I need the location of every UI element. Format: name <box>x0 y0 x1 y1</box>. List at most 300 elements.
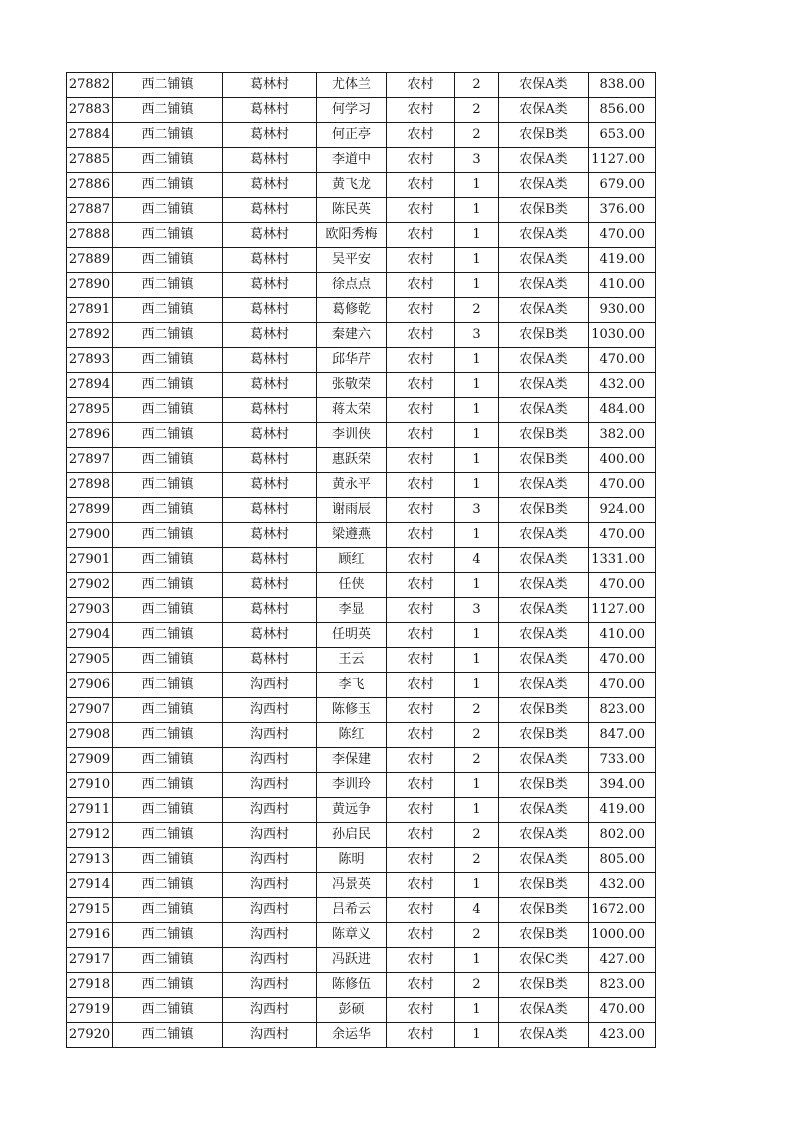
cell-name: 梁遵燕 <box>317 523 387 548</box>
cell-person-count: 1 <box>455 798 499 823</box>
cell-id: 27883 <box>67 98 113 123</box>
cell-town: 西二铺镇 <box>113 473 223 498</box>
cell-name: 任侠 <box>317 573 387 598</box>
cell-category: 农保A类 <box>499 623 589 648</box>
cell-household-type: 农村 <box>387 398 455 423</box>
cell-person-count: 1 <box>455 373 499 398</box>
cell-town: 西二铺镇 <box>113 323 223 348</box>
cell-village: 葛林村 <box>223 448 317 473</box>
cell-amount: 400.00 <box>589 448 656 473</box>
cell-household-type: 农村 <box>387 673 455 698</box>
table-row <box>67 523 656 548</box>
table-row <box>67 498 656 523</box>
cell-category: 农保B类 <box>499 323 589 348</box>
cell-household-type: 农村 <box>387 973 455 998</box>
cell-amount: 470.00 <box>589 673 656 698</box>
cell-household-type: 农村 <box>387 873 455 898</box>
cell-town: 西二铺镇 <box>113 798 223 823</box>
table-row <box>67 723 656 748</box>
cell-village: 葛林村 <box>223 323 317 348</box>
cell-household-type: 农村 <box>387 598 455 623</box>
cell-id: 27912 <box>67 823 113 848</box>
cell-category: 农保A类 <box>499 598 589 623</box>
cell-category: 农保B类 <box>499 498 589 523</box>
cell-town: 西二铺镇 <box>113 923 223 948</box>
table-row <box>67 123 656 148</box>
table-row <box>67 648 656 673</box>
cell-person-count: 1 <box>455 223 499 248</box>
cell-town: 西二铺镇 <box>113 273 223 298</box>
cell-id: 27918 <box>67 973 113 998</box>
table-row <box>67 1023 656 1048</box>
table-row <box>67 598 656 623</box>
table-row <box>67 248 656 273</box>
table-row <box>67 923 656 948</box>
cell-village: 葛林村 <box>223 298 317 323</box>
cell-name: 孙启民 <box>317 823 387 848</box>
cell-amount: 1030.00 <box>589 323 656 348</box>
cell-village: 沟西村 <box>223 823 317 848</box>
cell-id: 27913 <box>67 848 113 873</box>
cell-household-type: 农村 <box>387 498 455 523</box>
cell-id: 27890 <box>67 273 113 298</box>
cell-household-type: 农村 <box>387 1023 455 1048</box>
cell-name: 何学习 <box>317 98 387 123</box>
cell-amount: 470.00 <box>589 523 656 548</box>
cell-town: 西二铺镇 <box>113 198 223 223</box>
cell-id: 27885 <box>67 148 113 173</box>
cell-person-count: 2 <box>455 848 499 873</box>
cell-village: 葛林村 <box>223 223 317 248</box>
cell-category: 农保A类 <box>499 273 589 298</box>
table-row <box>67 873 656 898</box>
cell-amount: 733.00 <box>589 748 656 773</box>
cell-household-type: 农村 <box>387 323 455 348</box>
cell-id: 27915 <box>67 898 113 923</box>
table-row <box>67 298 656 323</box>
cell-id: 27904 <box>67 623 113 648</box>
cell-person-count: 2 <box>455 723 499 748</box>
cell-id: 27916 <box>67 923 113 948</box>
cell-category: 农保B类 <box>499 423 589 448</box>
cell-village: 葛林村 <box>223 73 317 98</box>
cell-village: 沟西村 <box>223 898 317 923</box>
cell-name: 余运华 <box>317 1023 387 1048</box>
cell-category: 农保A类 <box>499 748 589 773</box>
cell-amount: 805.00 <box>589 848 656 873</box>
table-row <box>67 773 656 798</box>
cell-town: 西二铺镇 <box>113 723 223 748</box>
cell-town: 西二铺镇 <box>113 998 223 1023</box>
cell-id: 27893 <box>67 348 113 373</box>
cell-village: 葛林村 <box>223 473 317 498</box>
cell-amount: 419.00 <box>589 798 656 823</box>
cell-amount: 1127.00 <box>589 598 656 623</box>
cell-id: 27917 <box>67 948 113 973</box>
table-body <box>67 73 656 1048</box>
cell-household-type: 农村 <box>387 898 455 923</box>
cell-town: 西二铺镇 <box>113 848 223 873</box>
cell-id: 27882 <box>67 73 113 98</box>
cell-name: 李道中 <box>317 148 387 173</box>
cell-name: 陈修玉 <box>317 698 387 723</box>
cell-name: 李训侠 <box>317 423 387 448</box>
cell-name: 陈民英 <box>317 198 387 223</box>
cell-amount: 1672.00 <box>589 898 656 923</box>
cell-id: 27884 <box>67 123 113 148</box>
table-row <box>67 273 656 298</box>
cell-category: 农保A类 <box>499 823 589 848</box>
cell-town: 西二铺镇 <box>113 773 223 798</box>
cell-village: 葛林村 <box>223 623 317 648</box>
cell-id: 27911 <box>67 798 113 823</box>
cell-village: 葛林村 <box>223 398 317 423</box>
cell-village: 葛林村 <box>223 148 317 173</box>
cell-amount: 802.00 <box>589 823 656 848</box>
cell-person-count: 4 <box>455 548 499 573</box>
cell-household-type: 农村 <box>387 698 455 723</box>
cell-id: 27887 <box>67 198 113 223</box>
cell-town: 西二铺镇 <box>113 873 223 898</box>
cell-amount: 823.00 <box>589 973 656 998</box>
cell-person-count: 1 <box>455 573 499 598</box>
cell-village: 葛林村 <box>223 173 317 198</box>
cell-category: 农保B类 <box>499 723 589 748</box>
cell-town: 西二铺镇 <box>113 948 223 973</box>
cell-amount: 423.00 <box>589 1023 656 1048</box>
cell-name: 黄远争 <box>317 798 387 823</box>
table-row <box>67 398 656 423</box>
cell-village: 葛林村 <box>223 198 317 223</box>
cell-village: 葛林村 <box>223 98 317 123</box>
cell-name: 陈章义 <box>317 923 387 948</box>
cell-name: 冯跃进 <box>317 948 387 973</box>
table-row <box>67 673 656 698</box>
cell-category: 农保B类 <box>499 448 589 473</box>
cell-category: 农保A类 <box>499 573 589 598</box>
cell-town: 西二铺镇 <box>113 148 223 173</box>
cell-village: 沟西村 <box>223 998 317 1023</box>
cell-person-count: 1 <box>455 873 499 898</box>
cell-household-type: 农村 <box>387 823 455 848</box>
cell-village: 葛林村 <box>223 498 317 523</box>
cell-name: 蒋太荣 <box>317 398 387 423</box>
cell-town: 西二铺镇 <box>113 298 223 323</box>
cell-village: 沟西村 <box>223 748 317 773</box>
table-row <box>67 548 656 573</box>
cell-name: 李训玲 <box>317 773 387 798</box>
cell-category: 农保A类 <box>499 548 589 573</box>
cell-amount: 427.00 <box>589 948 656 973</box>
cell-id: 27899 <box>67 498 113 523</box>
cell-person-count: 1 <box>455 273 499 298</box>
cell-category: 农保A类 <box>499 248 589 273</box>
cell-category: 农保A类 <box>499 473 589 498</box>
table-row <box>67 373 656 398</box>
cell-id: 27905 <box>67 648 113 673</box>
cell-village: 沟西村 <box>223 698 317 723</box>
cell-household-type: 农村 <box>387 998 455 1023</box>
cell-village: 沟西村 <box>223 873 317 898</box>
cell-name: 陈明 <box>317 848 387 873</box>
cell-village: 葛林村 <box>223 248 317 273</box>
cell-village: 葛林村 <box>223 348 317 373</box>
cell-amount: 484.00 <box>589 398 656 423</box>
cell-person-count: 2 <box>455 973 499 998</box>
cell-household-type: 农村 <box>387 948 455 973</box>
cell-town: 西二铺镇 <box>113 373 223 398</box>
cell-person-count: 1 <box>455 948 499 973</box>
cell-person-count: 1 <box>455 623 499 648</box>
cell-person-count: 2 <box>455 698 499 723</box>
cell-id: 27900 <box>67 523 113 548</box>
cell-household-type: 农村 <box>387 473 455 498</box>
cell-household-type: 农村 <box>387 98 455 123</box>
cell-village: 葛林村 <box>223 573 317 598</box>
cell-id: 27906 <box>67 673 113 698</box>
cell-id: 27919 <box>67 998 113 1023</box>
cell-household-type: 农村 <box>387 73 455 98</box>
cell-id: 27888 <box>67 223 113 248</box>
cell-id: 27909 <box>67 748 113 773</box>
cell-name: 王云 <box>317 648 387 673</box>
cell-amount: 419.00 <box>589 248 656 273</box>
table-row <box>67 698 656 723</box>
cell-person-count: 1 <box>455 423 499 448</box>
cell-category: 农保A类 <box>499 798 589 823</box>
cell-name: 谢雨辰 <box>317 498 387 523</box>
cell-id: 27902 <box>67 573 113 598</box>
cell-id: 27894 <box>67 373 113 398</box>
cell-amount: 1127.00 <box>589 148 656 173</box>
cell-name: 黄永平 <box>317 473 387 498</box>
cell-name: 尤体兰 <box>317 73 387 98</box>
table-row <box>67 848 656 873</box>
cell-person-count: 3 <box>455 323 499 348</box>
cell-name: 惠跃荣 <box>317 448 387 473</box>
cell-household-type: 农村 <box>387 648 455 673</box>
cell-village: 沟西村 <box>223 773 317 798</box>
cell-category: 农保A类 <box>499 998 589 1023</box>
cell-household-type: 农村 <box>387 198 455 223</box>
table-row <box>67 748 656 773</box>
cell-person-count: 2 <box>455 98 499 123</box>
cell-id: 27914 <box>67 873 113 898</box>
cell-village: 沟西村 <box>223 973 317 998</box>
cell-village: 沟西村 <box>223 798 317 823</box>
cell-person-count: 2 <box>455 298 499 323</box>
cell-person-count: 1 <box>455 348 499 373</box>
cell-category: 农保A类 <box>499 223 589 248</box>
cell-village: 沟西村 <box>223 723 317 748</box>
cell-person-count: 2 <box>455 73 499 98</box>
cell-village: 葛林村 <box>223 273 317 298</box>
table-row <box>67 323 656 348</box>
cell-category: 农保A类 <box>499 173 589 198</box>
table-row <box>67 573 656 598</box>
cell-person-count: 1 <box>455 448 499 473</box>
cell-village: 葛林村 <box>223 598 317 623</box>
cell-person-count: 1 <box>455 398 499 423</box>
cell-category: 农保A类 <box>499 523 589 548</box>
cell-category: 农保A类 <box>499 148 589 173</box>
cell-town: 西二铺镇 <box>113 248 223 273</box>
table-row <box>67 198 656 223</box>
cell-id: 27891 <box>67 298 113 323</box>
cell-name: 张敬荣 <box>317 373 387 398</box>
table-row <box>67 823 656 848</box>
cell-village: 沟西村 <box>223 923 317 948</box>
cell-amount: 1331.00 <box>589 548 656 573</box>
cell-name: 黄飞龙 <box>317 173 387 198</box>
cell-town: 西二铺镇 <box>113 173 223 198</box>
cell-name: 吕希云 <box>317 898 387 923</box>
cell-household-type: 农村 <box>387 448 455 473</box>
cell-town: 西二铺镇 <box>113 98 223 123</box>
cell-category: 农保C类 <box>499 948 589 973</box>
cell-household-type: 农村 <box>387 623 455 648</box>
cell-town: 西二铺镇 <box>113 898 223 923</box>
cell-id: 27907 <box>67 698 113 723</box>
cell-id: 27897 <box>67 448 113 473</box>
cell-amount: 376.00 <box>589 198 656 223</box>
cell-id: 27886 <box>67 173 113 198</box>
cell-town: 西二铺镇 <box>113 548 223 573</box>
cell-person-count: 3 <box>455 598 499 623</box>
cell-category: 农保A类 <box>499 848 589 873</box>
cell-town: 西二铺镇 <box>113 398 223 423</box>
cell-person-count: 1 <box>455 998 499 1023</box>
cell-category: 农保B类 <box>499 873 589 898</box>
table-row <box>67 148 656 173</box>
cell-id: 27910 <box>67 773 113 798</box>
table-row <box>67 998 656 1023</box>
cell-amount: 679.00 <box>589 173 656 198</box>
cell-amount: 838.00 <box>589 73 656 98</box>
cell-category: 农保A类 <box>499 398 589 423</box>
cell-amount: 470.00 <box>589 348 656 373</box>
cell-household-type: 农村 <box>387 573 455 598</box>
cell-name: 吴平安 <box>317 248 387 273</box>
table-row <box>67 348 656 373</box>
cell-category: 农保A类 <box>499 373 589 398</box>
cell-household-type: 农村 <box>387 173 455 198</box>
cell-name: 何正亭 <box>317 123 387 148</box>
cell-amount: 470.00 <box>589 648 656 673</box>
cell-household-type: 农村 <box>387 748 455 773</box>
cell-name: 欧阳秀梅 <box>317 223 387 248</box>
cell-name: 李显 <box>317 598 387 623</box>
cell-category: 农保B类 <box>499 773 589 798</box>
cell-village: 葛林村 <box>223 373 317 398</box>
cell-person-count: 1 <box>455 473 499 498</box>
cell-town: 西二铺镇 <box>113 223 223 248</box>
cell-amount: 410.00 <box>589 623 656 648</box>
cell-amount: 470.00 <box>589 473 656 498</box>
cell-amount: 470.00 <box>589 223 656 248</box>
cell-person-count: 1 <box>455 248 499 273</box>
cell-household-type: 农村 <box>387 298 455 323</box>
table-row <box>67 98 656 123</box>
cell-town: 西二铺镇 <box>113 698 223 723</box>
cell-category: 农保A类 <box>499 1023 589 1048</box>
cell-household-type: 农村 <box>387 248 455 273</box>
cell-id: 27908 <box>67 723 113 748</box>
cell-village: 葛林村 <box>223 123 317 148</box>
cell-household-type: 农村 <box>387 148 455 173</box>
table-row <box>67 423 656 448</box>
cell-town: 西二铺镇 <box>113 823 223 848</box>
cell-person-count: 1 <box>455 673 499 698</box>
cell-id: 27895 <box>67 398 113 423</box>
cell-town: 西二铺镇 <box>113 348 223 373</box>
cell-town: 西二铺镇 <box>113 648 223 673</box>
cell-amount: 653.00 <box>589 123 656 148</box>
cell-village: 沟西村 <box>223 673 317 698</box>
table-row <box>67 448 656 473</box>
table-row <box>67 948 656 973</box>
cell-town: 西二铺镇 <box>113 73 223 98</box>
cell-amount: 394.00 <box>589 773 656 798</box>
cell-household-type: 农村 <box>387 848 455 873</box>
cell-amount: 432.00 <box>589 373 656 398</box>
cell-name: 彭硕 <box>317 998 387 1023</box>
cell-village: 葛林村 <box>223 423 317 448</box>
cell-town: 西二铺镇 <box>113 498 223 523</box>
cell-amount: 924.00 <box>589 498 656 523</box>
cell-id: 27920 <box>67 1023 113 1048</box>
cell-household-type: 农村 <box>387 123 455 148</box>
cell-amount: 470.00 <box>589 573 656 598</box>
cell-name: 陈修伍 <box>317 973 387 998</box>
cell-household-type: 农村 <box>387 548 455 573</box>
cell-village: 葛林村 <box>223 548 317 573</box>
cell-category: 农保B类 <box>499 973 589 998</box>
cell-name: 李飞 <box>317 673 387 698</box>
cell-person-count: 1 <box>455 173 499 198</box>
cell-town: 西二铺镇 <box>113 523 223 548</box>
cell-person-count: 2 <box>455 923 499 948</box>
cell-id: 27892 <box>67 323 113 348</box>
cell-town: 西二铺镇 <box>113 448 223 473</box>
cell-person-count: 2 <box>455 748 499 773</box>
cell-id: 27889 <box>67 248 113 273</box>
cell-amount: 1000.00 <box>589 923 656 948</box>
cell-town: 西二铺镇 <box>113 973 223 998</box>
cell-category: 农保B类 <box>499 123 589 148</box>
cell-village: 葛林村 <box>223 648 317 673</box>
cell-amount: 847.00 <box>589 723 656 748</box>
table-row <box>67 73 656 98</box>
cell-name: 顾红 <box>317 548 387 573</box>
table-row <box>67 973 656 998</box>
cell-household-type: 农村 <box>387 423 455 448</box>
cell-person-count: 1 <box>455 773 499 798</box>
cell-person-count: 4 <box>455 898 499 923</box>
cell-town: 西二铺镇 <box>113 123 223 148</box>
cell-person-count: 1 <box>455 523 499 548</box>
cell-household-type: 农村 <box>387 923 455 948</box>
cell-category: 农保A类 <box>499 348 589 373</box>
cell-name: 葛修乾 <box>317 298 387 323</box>
cell-household-type: 农村 <box>387 723 455 748</box>
table-row <box>67 898 656 923</box>
cell-person-count: 1 <box>455 1023 499 1048</box>
cell-id: 27896 <box>67 423 113 448</box>
cell-amount: 432.00 <box>589 873 656 898</box>
cell-category: 农保A类 <box>499 298 589 323</box>
cell-village: 沟西村 <box>223 948 317 973</box>
